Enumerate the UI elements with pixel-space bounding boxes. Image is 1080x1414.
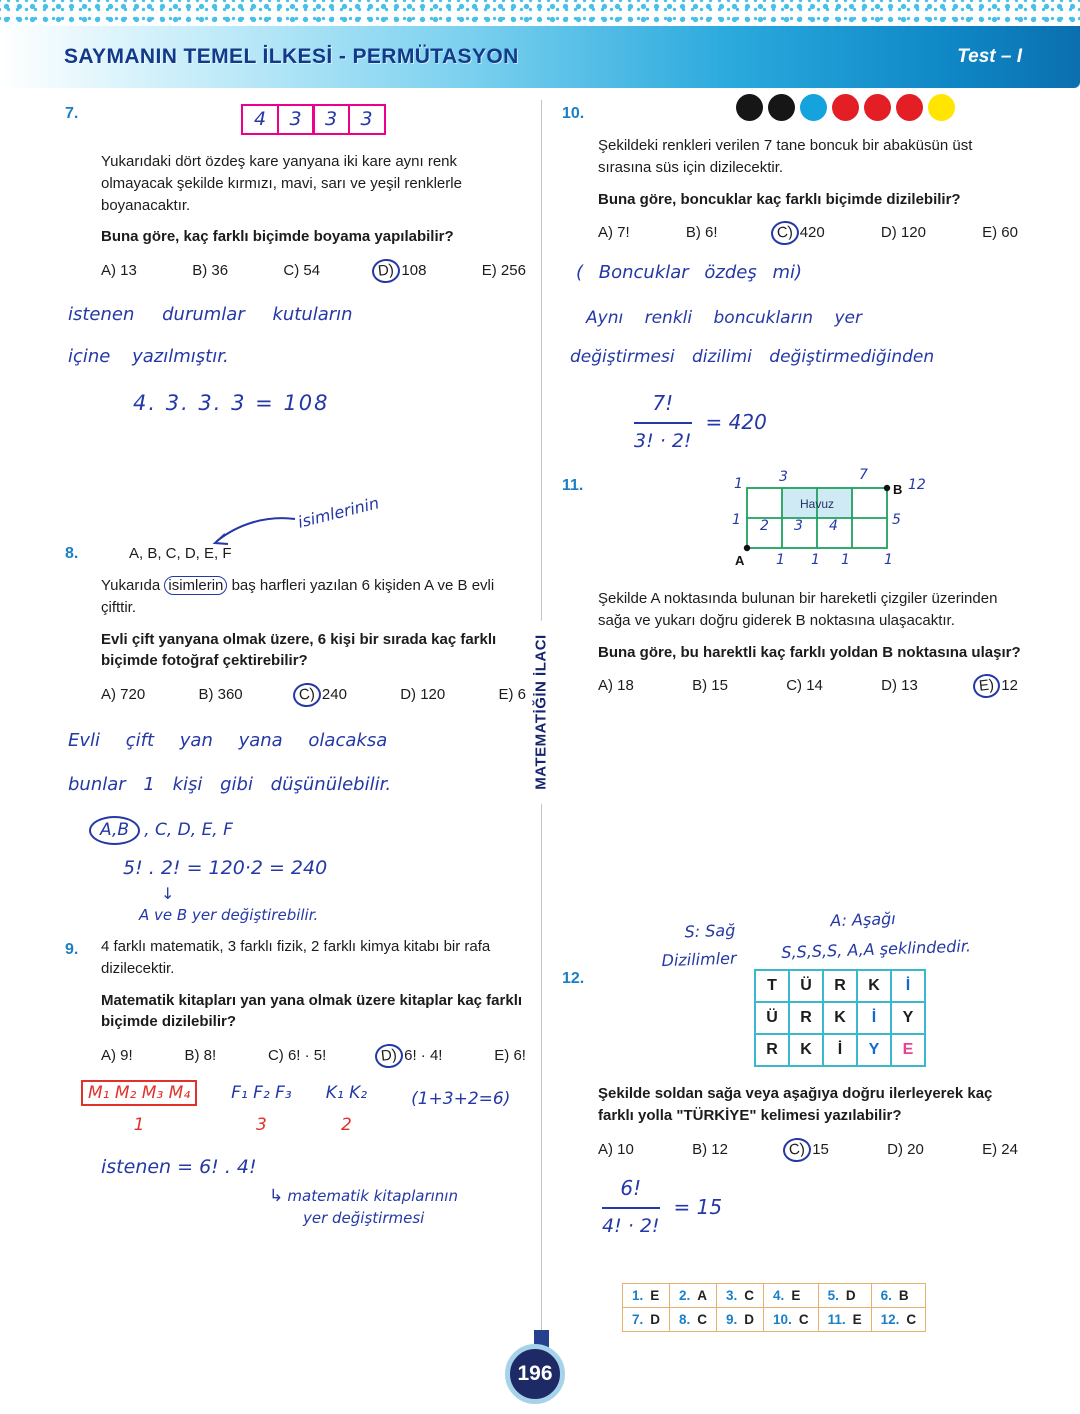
option-value: 24	[1001, 1140, 1018, 1158]
option-value: 108	[401, 262, 427, 279]
answer-number: 5.	[827, 1288, 839, 1303]
grid-cell: T	[755, 970, 789, 1002]
handwritten-note: A: Aşağı	[829, 908, 896, 931]
answer-letter: E	[791, 1288, 801, 1303]
physics-books: F₁ F₂ F₃	[231, 1082, 292, 1103]
handwritten-fraction-solution	[634, 389, 1024, 456]
option-letter: B)	[692, 677, 708, 695]
grid-cell: R	[823, 970, 857, 1002]
annotation-arrow-icon	[207, 513, 299, 549]
handwritten-calculation: 4. 3. 3. 3 = 108	[133, 390, 330, 415]
option-b	[692, 675, 728, 697]
option-letter: E)	[481, 262, 497, 279]
grid-cell: Y	[891, 1002, 925, 1034]
question-prompt: Şekilde soldan sağa veya aşağıya doğru ilerleyerek kaç farklı yolla "TÜRKİYE" kelimesi yazılabilir?	[598, 1085, 993, 1124]
answer-letter: E	[852, 1312, 862, 1327]
halftone-dots-decoration	[0, 0, 1080, 28]
option-b	[192, 260, 228, 282]
square-box: 4	[241, 104, 279, 135]
option-e	[982, 222, 1018, 244]
answer-number: 7.	[632, 1312, 644, 1327]
question-7	[65, 100, 532, 418]
option-a	[598, 675, 634, 697]
answer-number: 9.	[726, 1312, 738, 1327]
answer-key-cell	[717, 1284, 764, 1308]
path-count: 3	[779, 469, 788, 485]
point-b-label: B	[893, 482, 903, 497]
q9-options	[101, 1045, 526, 1067]
answer-key-row	[623, 1284, 926, 1308]
grid-cell: K	[789, 1034, 823, 1066]
fraction-denominator: 3! · 2!	[634, 430, 692, 453]
option-value: 360	[217, 686, 243, 703]
option-a	[101, 260, 137, 282]
answer-circle-annotation: D)	[371, 258, 401, 285]
option-a	[101, 1045, 133, 1067]
bead-red	[832, 94, 859, 121]
question-9	[65, 936, 532, 1230]
point-a-dot	[744, 545, 750, 551]
point-b-dot	[884, 485, 890, 491]
fraction-numerator: 6!	[602, 1174, 660, 1209]
handwritten-note: değiştirmesi dizilimi değiştirmediğinden	[570, 346, 935, 367]
letter-grid-figure	[754, 969, 926, 1067]
option-value: 720	[120, 686, 146, 703]
option-letter: B)	[184, 1047, 200, 1064]
handwritten-calculation: 5! . 2! = 120·2 = 240	[123, 856, 328, 879]
answer-key-cell	[818, 1284, 871, 1308]
option-value: 9!	[120, 1047, 133, 1064]
handwritten-calculation: istenen = 6! . 4!	[101, 1156, 257, 1179]
option-e	[982, 1139, 1018, 1161]
path-count: 2	[760, 518, 769, 534]
grid-cell: E	[891, 1034, 925, 1066]
option-value: 36	[211, 262, 229, 279]
grid-cell: İ	[891, 970, 925, 1002]
option-value: 420	[799, 224, 825, 242]
answer-number: 6.	[880, 1288, 892, 1303]
option-value: 54	[303, 262, 321, 279]
question-number: 7.	[65, 105, 79, 122]
answer-letter: C	[906, 1312, 917, 1327]
q10-options	[598, 222, 1018, 244]
option-value: 6	[517, 686, 526, 703]
answer-key-cell	[623, 1284, 670, 1308]
question-prompt: Matematik kitapları yan yana olmak üzere kitaplar kaç farklı biçimde dizilebilir?	[101, 991, 523, 1031]
answer-key-cell	[871, 1284, 926, 1308]
answer-letter: D	[744, 1312, 755, 1327]
option-letter: A)	[598, 224, 613, 242]
answer-letter: D	[845, 1288, 856, 1303]
question-number: 8.	[65, 545, 79, 562]
option-letter: B)	[685, 224, 701, 242]
question-prompt: Buna göre, kaç farklı biçimde boyama yapılabilir?	[101, 228, 454, 246]
option-value: 6! · 5!	[287, 1047, 327, 1064]
option-c	[268, 1045, 326, 1067]
fraction-result: = 15	[673, 1195, 723, 1220]
option-value: 6! · 4!	[404, 1047, 443, 1064]
handwritten-note: yer değiştirmesi	[303, 1209, 425, 1228]
q8-options	[101, 684, 526, 706]
square-box: 3	[348, 104, 386, 135]
q7-options	[101, 260, 526, 282]
option-value: 6!	[513, 1047, 526, 1064]
question-text: Şekildeki renkleri verilen 7 tane boncuk bir abaküsün üst sırasına süs için dizilecektir.	[598, 137, 973, 176]
option-letter: A)	[101, 1047, 116, 1064]
option-d-circled	[378, 1045, 442, 1067]
square-box: 3	[277, 104, 315, 135]
question-number: 12.	[562, 970, 585, 987]
answer-key-table	[622, 1283, 926, 1332]
handwritten-fraction-solution	[602, 1174, 1024, 1241]
option-c-circled	[296, 684, 347, 706]
grid-cell: İ	[857, 1002, 891, 1034]
path-count: 5	[892, 512, 901, 528]
option-d	[881, 222, 926, 244]
path-count: 12	[908, 477, 926, 493]
question-prompt: Buna göre, bu harektli kaç farklı yoldan B noktasına ulaşır?	[598, 643, 1021, 661]
question-number: 11.	[562, 477, 584, 494]
answer-number: 10.	[773, 1312, 792, 1327]
option-value: 13	[901, 677, 918, 695]
handwritten-note: matematik kitaplarının	[287, 1186, 458, 1205]
option-b	[184, 1045, 216, 1067]
option-value: 15	[812, 1140, 829, 1158]
answer-number: 8.	[679, 1312, 691, 1327]
question-10	[562, 100, 1024, 456]
question-text: Yukarıdaki dört özdeş kare yanyana iki kare aynı renk olmayacak şekilde kırmızı, mavi, sarı ve yeşil renklerle boyanacaktır.	[101, 153, 462, 214]
point-a-label: A	[735, 553, 745, 568]
handwritten-note: içine yazılmıştır.	[68, 345, 229, 367]
path-count: 7	[859, 467, 868, 483]
option-e	[498, 684, 526, 706]
fraction-result: = 420	[705, 410, 767, 435]
circled-word-annotation: isimlerin	[164, 576, 227, 595]
option-letter: A)	[598, 1140, 613, 1158]
option-c	[786, 675, 823, 697]
path-count: 1	[732, 512, 741, 528]
option-value: 18	[617, 677, 634, 695]
q11-options	[598, 675, 1018, 697]
answer-circle-annotation: C)	[782, 1136, 812, 1163]
handwritten-annotation: isimlerinin	[295, 493, 381, 532]
answer-letter: C	[798, 1312, 809, 1327]
path-count: 3	[794, 518, 803, 534]
grid-cell: K	[823, 1002, 857, 1034]
option-letter: C)	[283, 262, 300, 279]
answer-circle-annotation: C)	[770, 220, 800, 247]
option-e-circled	[976, 675, 1018, 697]
q8-names-row	[129, 493, 532, 567]
fraction-numerator: 7!	[634, 389, 692, 424]
option-value: 120	[420, 686, 446, 703]
answer-key-cell	[717, 1308, 764, 1332]
q7-squares-figure	[241, 104, 532, 135]
down-arrow-annotation: ↓	[161, 884, 175, 904]
option-letter: A)	[598, 677, 613, 695]
answer-letter: A	[697, 1288, 708, 1303]
option-value: 10	[617, 1140, 634, 1158]
handwritten-grouping	[89, 818, 532, 843]
option-value: 8!	[203, 1047, 217, 1064]
elbow-arrow-annotation: ↳	[269, 1185, 284, 1206]
grid-row	[755, 1034, 925, 1066]
question-number: 9.	[65, 941, 79, 958]
grid-cell: Y	[857, 1034, 891, 1066]
option-letter: B)	[198, 686, 214, 703]
answer-letter: C	[697, 1312, 708, 1327]
question-8	[65, 493, 532, 927]
math-books-group	[81, 1081, 197, 1138]
option-c	[283, 260, 320, 282]
answer-key-cell	[670, 1308, 717, 1332]
option-letter: C)	[267, 1047, 284, 1064]
question-12	[562, 908, 1024, 1241]
option-e	[482, 260, 526, 282]
answer-number: 4.	[773, 1288, 785, 1303]
option-a	[598, 1139, 634, 1161]
option-value: 256	[500, 262, 526, 279]
answer-key-cell	[871, 1308, 926, 1332]
bead-red	[864, 94, 891, 121]
option-letter: B)	[192, 262, 208, 279]
answer-key-cell	[670, 1284, 717, 1308]
answer-letter: C	[744, 1288, 755, 1303]
beads-figure	[736, 94, 1024, 121]
text-segment: baş harfleri yazılan 6 kişiden A ve B evli çifttir.	[101, 577, 495, 616]
option-value: 60	[1001, 224, 1018, 242]
option-letter: E)	[982, 1140, 998, 1158]
handwritten-note: Evli çift yan yana olacaksa	[68, 729, 388, 751]
answer-circle-annotation: D)	[374, 1043, 404, 1070]
path-count: 1	[734, 476, 743, 492]
question-number: 10.	[562, 105, 585, 122]
option-letter: B)	[692, 1140, 708, 1158]
grid-cell: Ü	[789, 970, 823, 1002]
grid-cell: İ	[823, 1034, 857, 1066]
question-11	[562, 467, 1024, 705]
page-number-badge: 196	[505, 1344, 565, 1404]
answer-number: 11.	[827, 1312, 846, 1327]
handwritten-note: S,S,S,S, A,A şeklindedir.	[781, 936, 972, 962]
grid-cell: K	[857, 970, 891, 1002]
option-value: 6!	[705, 224, 718, 242]
fraction-denominator: 4! · 2!	[602, 1215, 660, 1238]
question-prompt: Evli çift yanyana olmak üzere, 6 kişi bir sırada kaç farklı biçimde fotoğraf çektirebilir?	[101, 630, 497, 670]
bead-black	[768, 94, 795, 121]
bead-blue	[800, 94, 827, 121]
question-prompt: Buna göre, boncuklar kaç farklı biçimde dizilebilir?	[598, 190, 961, 208]
grid-cell: Ü	[755, 1002, 789, 1034]
group-count: 3	[256, 1115, 267, 1136]
handwritten-note: ( Boncuklar özdeş mi)	[576, 262, 803, 283]
handwritten-note: , C, D, E, F	[144, 819, 233, 840]
path-count: 1	[776, 552, 785, 568]
handwritten-explanation	[269, 1184, 532, 1230]
q8-initials: A, B, C, D, E, F	[129, 545, 232, 562]
option-d	[887, 1139, 924, 1161]
handwritten-legend	[652, 909, 1025, 974]
option-a	[598, 222, 630, 244]
question-text	[101, 575, 532, 619]
option-b	[198, 684, 242, 706]
text-segment: Yukarıda	[101, 577, 161, 594]
option-value: 240	[321, 686, 347, 703]
handwritten-note: bunlar 1 kişi gibi düşünülebilir.	[68, 773, 392, 795]
option-letter: D)	[887, 1140, 903, 1158]
answer-key-cell	[764, 1308, 819, 1332]
handwritten-note: istenen durumlar kutuların	[68, 303, 353, 325]
answer-number: 12.	[880, 1312, 900, 1327]
option-c-circled	[786, 1139, 829, 1161]
option-value: 12	[711, 1140, 728, 1158]
publisher-watermark: MATEMATİĞİN İLACI	[528, 620, 555, 803]
option-letter: C)	[786, 677, 803, 695]
handwritten-note: A ve B yer değiştirebilir.	[139, 906, 319, 925]
pool-label: Havuz	[799, 497, 835, 511]
page-header	[0, 26, 1080, 88]
boxed-math-books: M₁ M₂ M₃ M₄	[81, 1080, 197, 1106]
answer-letter: D	[650, 1312, 661, 1327]
option-letter: D)	[400, 686, 417, 703]
handwritten-note: S: Sağ	[684, 920, 736, 942]
option-c-circled	[774, 222, 825, 244]
path-count: 4	[829, 518, 838, 534]
fraction	[634, 389, 692, 456]
option-letter: A)	[101, 686, 116, 703]
option-value: 15	[711, 677, 728, 695]
handwritten-book-groups	[81, 1081, 532, 1138]
group-count: 2	[341, 1115, 352, 1136]
option-letter: D)	[881, 677, 897, 695]
option-e	[494, 1045, 526, 1067]
option-d	[881, 675, 918, 697]
option-value: 7!	[617, 224, 630, 242]
answer-key-cell	[623, 1308, 670, 1332]
option-value: 13	[120, 262, 137, 279]
answer-number: 3.	[726, 1288, 738, 1303]
answer-key-row	[623, 1308, 926, 1332]
q12-options	[598, 1139, 1018, 1161]
option-b	[686, 222, 718, 244]
option-a	[101, 684, 145, 706]
grid-cell: R	[789, 1002, 823, 1034]
option-value: 120	[900, 224, 926, 242]
option-letter: E)	[494, 1047, 510, 1064]
answer-circle-annotation: C)	[292, 682, 322, 709]
option-value: 12	[1001, 677, 1018, 695]
answer-key-cell	[818, 1308, 871, 1332]
handwritten-solution	[101, 1154, 532, 1230]
option-value: 14	[806, 677, 823, 695]
grid-row	[755, 970, 925, 1002]
answer-letter: E	[650, 1288, 660, 1303]
page-title: SAYMANIN TEMEL İLKESİ - PERMÜTASYON	[64, 45, 519, 68]
handwritten-note: Dizilimler	[661, 948, 737, 971]
option-letter: A)	[101, 262, 116, 279]
option-letter: E)	[982, 224, 998, 242]
option-letter: E)	[498, 686, 514, 703]
option-value: 20	[907, 1140, 924, 1158]
option-d-circled	[375, 260, 426, 282]
chemistry-books: K₁ K₂	[325, 1082, 368, 1103]
bead-red	[896, 94, 923, 121]
q11-grid-figure	[724, 467, 939, 574]
answer-number: 1.	[632, 1288, 644, 1303]
path-count: 1	[841, 552, 850, 568]
answer-key	[622, 1283, 926, 1332]
handwritten-sum: (1+3+2=6)	[411, 1088, 511, 1109]
bead-black	[736, 94, 763, 121]
question-text: 4 farklı matematik, 3 farklı fizik, 2 farklı kimya kitabı bir rafa dizilecektir.	[101, 938, 491, 977]
path-count: 1	[884, 552, 893, 568]
couple-circle-annotation: A,B	[89, 816, 140, 845]
question-text: Şekilde A noktasında bulunan bir hareketli çizgiler üzerinden sağa ve yukarı doğru giderek B noktasına ulaşacaktır.	[598, 590, 998, 629]
fraction	[602, 1174, 660, 1241]
answer-number: 2.	[679, 1288, 691, 1303]
square-box: 3	[312, 104, 350, 135]
handwritten-note: Aynı renkli boncukların yer	[586, 308, 862, 329]
answer-key-cell	[764, 1284, 819, 1308]
physics-books-group	[231, 1081, 292, 1138]
test-number-label: Test – I	[957, 46, 1022, 67]
path-count: 1	[811, 552, 820, 568]
chemistry-books-group	[326, 1081, 367, 1138]
answer-letter: B	[898, 1288, 909, 1303]
option-d	[400, 684, 445, 706]
bead-yellow	[928, 94, 955, 121]
option-letter: D)	[880, 224, 897, 242]
answer-circle-annotation: E)	[972, 673, 1001, 700]
grid-row	[755, 1002, 925, 1034]
grid-cell: R	[755, 1034, 789, 1066]
group-count: 1	[133, 1115, 145, 1136]
option-b	[692, 1139, 728, 1161]
